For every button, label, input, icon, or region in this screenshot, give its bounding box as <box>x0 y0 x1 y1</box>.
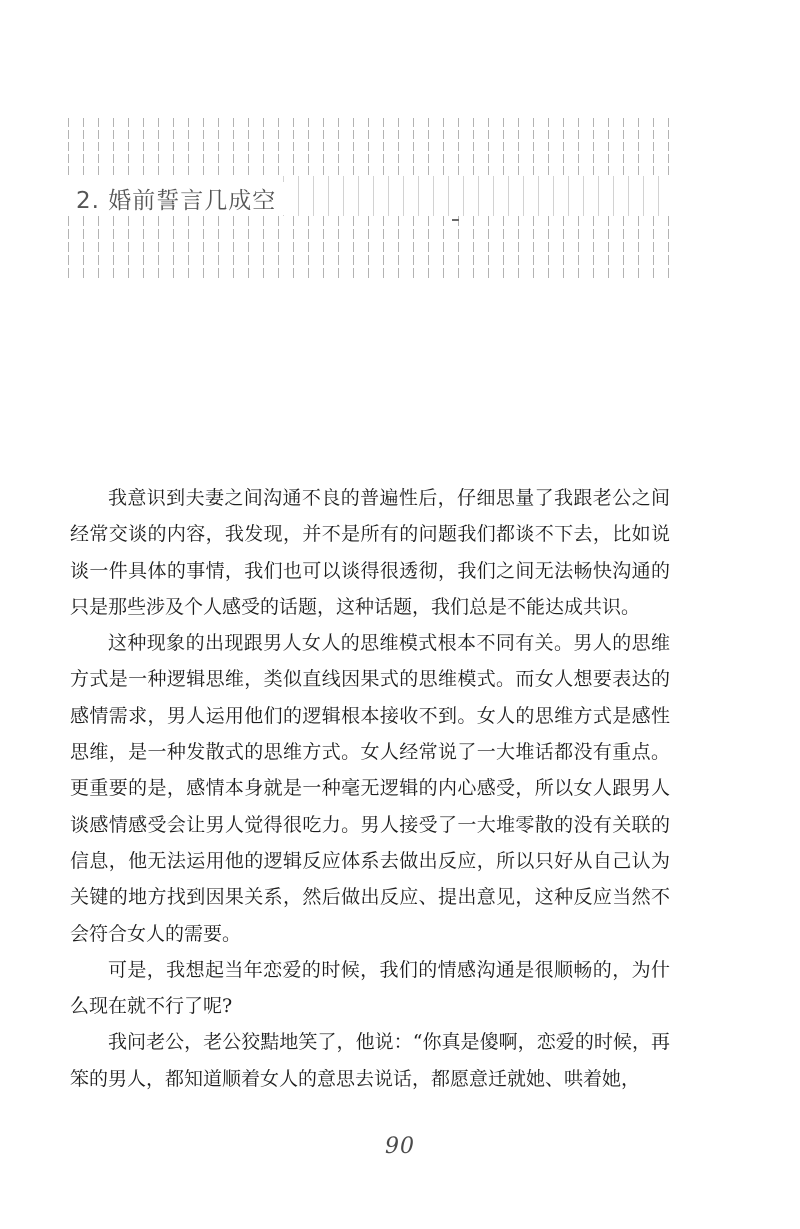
paragraph-2: 这种现象的出现跟男人女人的思维模式根本不同有关。男人的思维方式是一种逻辑思维，类似直线因果式的思维模式。而女人想要表达的感情需求，男人运用他们的逻辑根本接收不到。女人的思维方式是感性思维，是一种发散式的思维方式。女人经常说了一大堆话都没有重点。更重要的是，感情本身就是一种毫无逻辑的内心感受，所以女人跟男人谈感情感受会让男人觉得很吃力。男人接受了一大堆零散的没有关联的信息，他无法运用他的逻辑反应体系去做出反应，所以只好从自己认为关键的地方找到因果关系，然后做出反应、提出意见，这种反应当然不会符合女人的需要。 <box>70 632 670 945</box>
chapter-title: 2. 婚前誓言几成空 <box>76 182 284 215</box>
decorative-lines-bottom <box>68 216 672 280</box>
page-number: 90 <box>385 1134 415 1159</box>
decorative-lines-middle <box>283 176 672 216</box>
chapter-header-band <box>68 118 672 280</box>
print-speck <box>452 219 459 221</box>
paragraph-3: 可是，我想起当年恋爱的时候，我们的情感沟通是很顺畅的，为什么现在就不行了呢? <box>70 958 670 1018</box>
body-text <box>70 480 670 1097</box>
decorative-lines-top <box>68 118 672 176</box>
paragraph-1: 我意识到夫妻之间沟通不良的普遍性后，仔细思量了我跟老公之间经常交谈的内容，我发现，并不是所有的问题我们都谈不下去，比如说谈一件具体的事情，我们也可以谈得很透彻，我们之间无法畅快沟通的只是那些涉及个人感受的话题，这种话题，我们总是不能达成共识。 <box>70 487 670 618</box>
paragraph-4: 我问老公，老公狡黠地笑了，他说：“你真是傻啊，恋爱的时候，再笨的男人，都知道顺着女人的意思去说话，都愿意迁就她、哄着她， <box>70 1031 670 1090</box>
